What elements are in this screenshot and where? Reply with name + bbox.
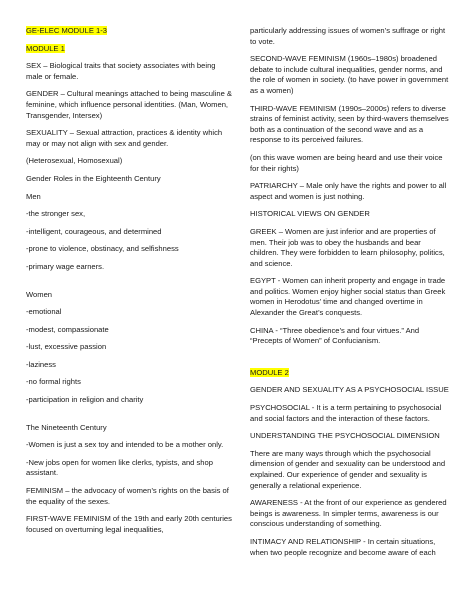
paragraph-module-1 [26, 44, 234, 55]
paragraph-text: INTIMACY AND RELATIONSHIP - In certain situations, when two people recognize and become aware of each [250, 536, 436, 557]
paragraph-the-stronger-sex [26, 209, 234, 220]
paragraph-sex-biological-traits-that-society-assoc [26, 61, 234, 82]
paragraph-understanding-the-psychosocial-dimension [250, 431, 450, 442]
paragraph-text: -lust, excessive passion [26, 342, 107, 352]
paragraph-text: CHINA - “Three obedience’s and four virtues.” And “Precepts of Women” of Confucianism. [250, 325, 420, 346]
spacer [250, 354, 450, 368]
paragraph-text: FEMINISM – the advocacy of women’s rights on the basis of the equality of the sexes. [26, 486, 229, 506]
paragraph-greek-women-are-just-inferior-and-are-pr [250, 227, 450, 269]
paragraph-module-2 [250, 368, 450, 379]
paragraph-feminism-the-advocacy-of-women-s-rights- [26, 486, 234, 507]
paragraph-text: -participation in religion and charity [26, 395, 144, 405]
paragraph-women-is-just-a-sex-toy-and-intended-to- [26, 440, 234, 451]
highlighted-heading: MODULE 1 [26, 43, 65, 53]
spacer [26, 413, 234, 423]
paragraph-text: SECOND-WAVE FEMINISM (1960s–1980s) broadened debate to include cultural inequalities, gender norms, and the role of women in society. (to have power in government as a women) [250, 54, 449, 95]
paragraph-lust-excessive-passion [26, 342, 234, 353]
paragraph-no-formal-rights [26, 377, 234, 388]
paragraph-text: THIRD-WAVE FEMINISM (1990s–2000s) refers to diverse strains of feminist activity, seen by third-wavers themselves both as a continuation of the second wave and as a response to its perceived failures. [250, 103, 449, 145]
paragraph-on-this-wave-women-are-being-heard-and-u [250, 153, 450, 174]
paragraph-text: Women [26, 289, 53, 299]
paragraph-text: Gender Roles in the Eighteenth Century [26, 173, 161, 183]
paragraph-primary-wage-earners [26, 262, 234, 273]
paragraph-intelligent-courageous-and-determined [26, 227, 234, 238]
paragraph-laziness [26, 360, 234, 371]
spacer [26, 280, 234, 290]
paragraph-text: SEXUALITY – Sexual attraction, practices & identity which may or may not align with sex and gender. [26, 128, 223, 148]
paragraph-china-three-obedience-s-and-four-virtues [250, 326, 450, 347]
paragraph-text: The Nineteenth Century [26, 422, 107, 432]
paragraph-emotional [26, 307, 234, 318]
paragraph-gender-and-sexuality-as-a-psychosocial-i [250, 385, 450, 396]
paragraph-text: -no formal rights [26, 377, 81, 387]
paragraph-text: GREEK – Women are just inferior and are properties of men. Their job was to obey the husbands and bear children. They were forbidden to learn philosophy, politics, and science. [250, 226, 445, 268]
paragraph-intimacy-and-relationship-in-certain-sit [250, 537, 450, 558]
paragraph-psychosocial-it-is-a-term-pertaining-to- [250, 403, 450, 424]
paragraph-text: -emotional [26, 307, 62, 317]
paragraph-women [26, 290, 234, 301]
paragraph-gender-roles-in-the-eighteenth-century [26, 174, 234, 185]
paragraph-text: -intelligent, courageous, and determined [26, 226, 162, 236]
paragraph-text: FIRST-WAVE FEMINISM of the 19th and early 20th centuries focused on overturning legal inequalities, [26, 514, 232, 534]
paragraph-there-are-many-ways-through-which-the-ps [250, 449, 450, 491]
paragraph-text: EGYPT - Women can inherit property and engage in trade and politics. Women enjoy higher social status than Greek women in Herodotus’ time and changed overtime in Alexander the Great’s conquests. [250, 276, 446, 318]
right-column [250, 26, 450, 565]
paragraph-historical-views-on-gender [250, 209, 450, 220]
paragraph-awareness-at-the-front-of-our-experience [250, 498, 450, 530]
paragraph-sexuality-sexual-attraction-practices-id [26, 128, 234, 149]
paragraph-text: (on this wave women are being heard and use their voice for their rights) [250, 152, 443, 173]
paragraph-text: -laziness [26, 359, 56, 369]
paragraph-text: -Women is just a sex toy and intended to be a mother only. [26, 440, 224, 450]
paragraph-text: -modest, compassionate [26, 324, 109, 334]
paragraph-text: -the stronger sex, [26, 209, 86, 219]
paragraph-prone-to-violence-obstinacy-and-selfishn [26, 244, 234, 255]
paragraph-text: -primary wage earners. [26, 261, 105, 271]
paragraph-text: UNDERSTANDING THE PSYCHOSOCIAL DIMENSION [250, 431, 440, 441]
paragraph-heterosexual-homosexual [26, 156, 234, 167]
paragraph-text: PATRIARCHY – Male only have the rights and power to all aspect and women is just nothing. [250, 181, 447, 201]
highlighted-heading: MODULE 2 [250, 367, 289, 377]
paragraph-text: -New jobs open for women like clerks, typists, and shop assistant. [26, 457, 213, 478]
paragraph-text: particularly addressing issues of women’s suffrage or right to vote. [250, 26, 446, 46]
paragraph-modest-compassionate [26, 325, 234, 336]
paragraph-gender-cultural-meanings-attached-to-bei [26, 89, 234, 121]
paragraph-men [26, 192, 234, 203]
paragraph-patriarchy-male-only-have-the-rights-and [250, 181, 450, 202]
paragraph-text: There are many ways through which the psychosocial dimension of gender and sexuality can be understood and explained. Our experience of gender and sexuality is generally a relational experience. [250, 448, 446, 490]
paragraph-second-wave-feminism-1960s-1980s-broaden [250, 54, 450, 96]
paragraph-text: AWARENESS - At the front of our experience as gendered beings is awareness. In simpler terms, awareness is our conscious understanding of something. [250, 498, 447, 529]
paragraph-new-jobs-open-for-women-like-clerks-typi [26, 458, 234, 479]
paragraph-participation-in-religion-and-charity [26, 395, 234, 406]
left-column [26, 26, 234, 542]
paragraph-egypt-women-can-inherit-property-and-eng [250, 276, 450, 318]
paragraph-first-wave-feminism-of-the-19th-and-earl [26, 514, 234, 535]
paragraph-ge-elec-module-1-3 [26, 26, 234, 37]
paragraph-particularly-addressing-issues-of-women- [250, 26, 450, 47]
paragraph-text: HISTORICAL VIEWS ON GENDER [250, 209, 370, 219]
paragraph-text: (Heterosexual, Homosexual) [26, 156, 123, 166]
paragraph-the-nineteenth-century [26, 423, 234, 434]
paragraph-third-wave-feminism-1990s-2000s-refers-t [250, 104, 450, 146]
paragraph-text: SEX – Biological traits that society associates with being male or female. [26, 61, 216, 81]
paragraph-text: Men [26, 191, 41, 201]
paragraph-text: GENDER – Cultural meanings attached to being masculine & feminine, which influence personal identities. (Man, Women, Transgender, Intersex) [26, 89, 232, 120]
paragraph-text: -prone to violence, obstinacy, and selfishness [26, 244, 179, 254]
highlighted-heading: GE-ELEC MODULE 1-3 [26, 26, 108, 35]
paragraph-text: GENDER AND SEXUALITY AS A PSYCHOSOCIAL ISSUE [250, 385, 449, 395]
paragraph-text: PSYCHOSOCIAL - It is a term pertaining to psychosocial and social factors and the interaction of these factors. [250, 403, 442, 423]
